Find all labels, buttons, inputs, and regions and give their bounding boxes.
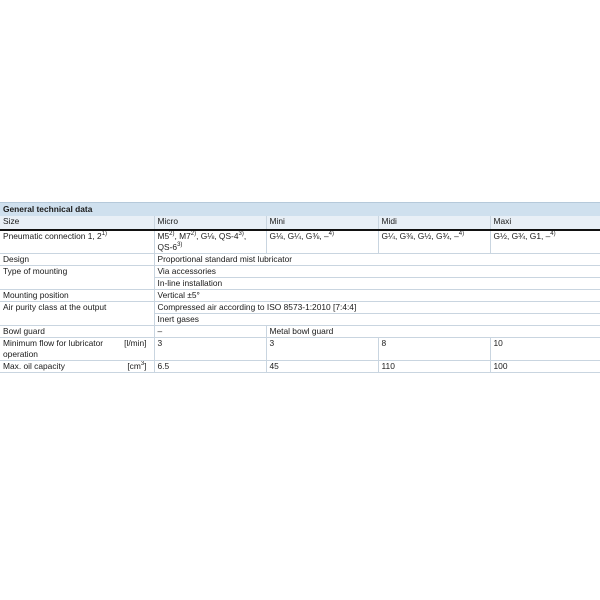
min-flow-midi: 8: [378, 338, 490, 361]
mounting-type-label: Type of mounting: [0, 266, 154, 290]
table-row-mounting-position: [0, 290, 600, 302]
mounting-position-label: Mounting position: [0, 290, 154, 302]
table-row-mounting-type: [0, 266, 600, 278]
mounting-type-value-2: In-line installation: [154, 278, 600, 290]
section-title: General technical data: [0, 202, 600, 216]
oil-capacity-label: $[cm^3]$ Max. oil capacity: [0, 361, 154, 373]
oil-capacity-maxi: 100: [490, 361, 600, 373]
bowl-guard-label: Bowl guard: [0, 326, 154, 338]
min-flow-micro: 3: [154, 338, 266, 361]
table-row-bowl-guard: [0, 326, 600, 338]
min-flow-maxi: 10: [490, 338, 600, 361]
oil-capacity-midi: 110: [378, 361, 490, 373]
design-label: Design: [0, 254, 154, 266]
header-size: Size: [0, 216, 154, 230]
mounting-position-value: Vertical ±5°: [154, 290, 600, 302]
min-flow-unit: [l/min]: [124, 338, 147, 348]
table-row-pneumatic: [0, 230, 600, 254]
technical-data-table: [0, 216, 600, 373]
pneumatic-label: Pneumatic connection 1, 2$^{1)}$: [0, 230, 154, 254]
pneumatic-mini: G⅛, G¼, G⅜, –$^{4)}$: [266, 230, 378, 254]
table-header-row: [0, 216, 600, 230]
oil-capacity-micro: 6.5: [154, 361, 266, 373]
min-flow-mini: 3: [266, 338, 378, 361]
air-purity-value-2: Inert gases: [154, 314, 600, 326]
oil-capacity-mini: 45: [266, 361, 378, 373]
pneumatic-micro: M5$^{2)}$, M7$^{2)}$, G⅛, QS-4$^{3)}$, QS-6$^{3)}$: [154, 230, 266, 254]
header-mini: Mini: [266, 216, 378, 230]
header-micro: Micro: [154, 216, 266, 230]
pneumatic-maxi: G½, G¾, G1, –$^{4)}$: [490, 230, 600, 254]
table-row-oil-capacity: [0, 361, 600, 373]
table-row-min-flow: [0, 338, 600, 361]
air-purity-label: Air purity class at the output: [0, 302, 154, 326]
mounting-type-value-1: Via accessories: [154, 266, 600, 278]
bowl-guard-others: Metal bowl guard: [266, 326, 600, 338]
design-value: Proportional standard mist lubricator: [154, 254, 600, 266]
air-purity-value-1: Compressed air according to ISO 8573-1:2010 [7:4:4]: [154, 302, 600, 314]
technical-data-section: [0, 202, 600, 373]
pneumatic-midi: G¼, G⅜, G½, G¾, –$^{4)}$: [378, 230, 490, 254]
table-row-air-purity: [0, 302, 600, 314]
min-flow-label: [l/min] Minimum flow for lubricator operation: [0, 338, 154, 361]
table-row-design: [0, 254, 600, 266]
bowl-guard-micro: –: [154, 326, 266, 338]
oil-capacity-unit: $[cm^3]$: [127, 361, 147, 371]
header-maxi: Maxi: [490, 216, 600, 230]
header-midi: Midi: [378, 216, 490, 230]
